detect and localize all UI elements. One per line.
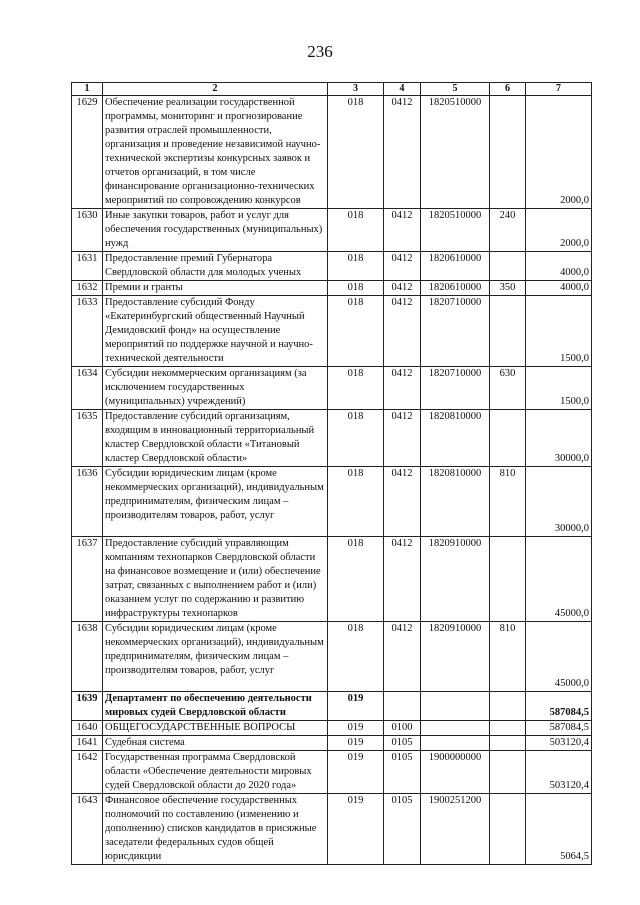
- header-row: [72, 83, 592, 96]
- row-amount: 4000,0: [526, 252, 592, 281]
- row-code-target: 1820510000: [421, 209, 490, 252]
- table-row: [72, 751, 592, 794]
- row-code-type: 810: [490, 467, 526, 537]
- row-amount: 1500,0: [526, 296, 592, 367]
- row-code-type: [490, 721, 526, 736]
- row-amount: 2000,0: [526, 96, 592, 209]
- row-number: 1639: [72, 692, 103, 721]
- row-code-section: 0105: [384, 736, 421, 751]
- row-code-section: 0412: [384, 367, 421, 410]
- row-code-admin: 018: [328, 367, 384, 410]
- row-amount: 45000,0: [526, 622, 592, 692]
- row-code-target: [421, 736, 490, 751]
- budget-table: [71, 82, 592, 865]
- table-row: [72, 209, 592, 252]
- row-number: 1642: [72, 751, 103, 794]
- row-amount: 30000,0: [526, 410, 592, 467]
- header-col-7: 7: [526, 83, 592, 96]
- header-col-3: 3: [328, 83, 384, 96]
- row-code-target: 1820510000: [421, 96, 490, 209]
- header-col-4: 4: [384, 83, 421, 96]
- row-number: 1630: [72, 209, 103, 252]
- row-code-admin: 018: [328, 281, 384, 296]
- row-number: 1637: [72, 537, 103, 622]
- table-row: [72, 367, 592, 410]
- row-name: Государственная программа Свердловской области «Обеспечение деятельности мировых судей Свердловской области до 2020 года»: [103, 751, 328, 794]
- row-code-target: [421, 721, 490, 736]
- header-col-1: 1: [72, 83, 103, 96]
- table-row: [72, 296, 592, 367]
- row-code-admin: 018: [328, 537, 384, 622]
- table-row: [72, 537, 592, 622]
- row-code-admin: 019: [328, 751, 384, 794]
- row-amount: 587084,5: [526, 721, 592, 736]
- row-number: 1631: [72, 252, 103, 281]
- row-code-section: 0105: [384, 751, 421, 794]
- row-name: Премии и гранты: [103, 281, 328, 296]
- row-name: Предоставление субсидий организациям, входящим в инновационный территориальный кластер Свердловской области «Титановый кластер Свердловской области»: [103, 410, 328, 467]
- table-body: [72, 96, 592, 865]
- row-name: Субсидии юридическим лицам (кроме некоммерческих организаций), индивидуальным предпринимателям, физическим лицам – производителям товаров, работ, услуг: [103, 622, 328, 692]
- row-code-section: 0412: [384, 281, 421, 296]
- row-code-type: [490, 794, 526, 865]
- row-number: 1632: [72, 281, 103, 296]
- row-code-type: [490, 751, 526, 794]
- row-amount: 2000,0: [526, 209, 592, 252]
- row-code-section: 0412: [384, 410, 421, 467]
- row-code-section: 0412: [384, 537, 421, 622]
- row-code-type: [490, 96, 526, 209]
- table-row: [72, 281, 592, 296]
- row-code-section: 0100: [384, 721, 421, 736]
- row-code-type: 810: [490, 622, 526, 692]
- table-row: [72, 622, 592, 692]
- row-code-admin: 018: [328, 622, 384, 692]
- table-row: [72, 467, 592, 537]
- row-code-type: 350: [490, 281, 526, 296]
- row-code-target: 1900251200: [421, 794, 490, 865]
- row-code-admin: 018: [328, 96, 384, 209]
- table-row: [72, 721, 592, 736]
- row-code-type: 630: [490, 367, 526, 410]
- table-row: [72, 410, 592, 467]
- row-code-admin: 019: [328, 692, 384, 721]
- row-number: 1634: [72, 367, 103, 410]
- row-code-admin: 018: [328, 209, 384, 252]
- row-code-admin: 019: [328, 721, 384, 736]
- table-row: [72, 794, 592, 865]
- row-code-type: [490, 692, 526, 721]
- row-code-admin: 018: [328, 296, 384, 367]
- row-number: 1629: [72, 96, 103, 209]
- row-code-target: [421, 692, 490, 721]
- row-code-section: 0412: [384, 622, 421, 692]
- row-code-type: [490, 296, 526, 367]
- row-amount: 1500,0: [526, 367, 592, 410]
- header-col-2: 2: [103, 83, 328, 96]
- row-code-type: [490, 410, 526, 467]
- row-name: Субсидии юридическим лицам (кроме некоммерческих организаций), индивидуальным предпринимателям, физическим лицам – производителям товаров, работ, услуг: [103, 467, 328, 537]
- row-code-target: 1820910000: [421, 622, 490, 692]
- row-name: Судебная система: [103, 736, 328, 751]
- row-code-section: [384, 692, 421, 721]
- row-name: Предоставление премий Губернатора Свердловской области для молодых ученых: [103, 252, 328, 281]
- row-code-section: 0412: [384, 467, 421, 537]
- row-number: 1635: [72, 410, 103, 467]
- row-code-type: [490, 252, 526, 281]
- row-amount: 45000,0: [526, 537, 592, 622]
- row-code-target: 1820610000: [421, 252, 490, 281]
- table-row: [72, 736, 592, 751]
- row-number: 1633: [72, 296, 103, 367]
- row-code-target: 1820810000: [421, 467, 490, 537]
- row-number: 1640: [72, 721, 103, 736]
- row-amount: 503120,4: [526, 751, 592, 794]
- row-code-section: 0412: [384, 296, 421, 367]
- page-number: 236: [307, 42, 333, 61]
- row-code-admin: 018: [328, 410, 384, 467]
- row-amount: 4000,0: [526, 281, 592, 296]
- row-code-section: 0412: [384, 96, 421, 209]
- row-code-section: 0412: [384, 209, 421, 252]
- header-col-6: 6: [490, 83, 526, 96]
- row-name: Иные закупки товаров, работ и услуг для обеспечения государственных (муниципальных) нужд: [103, 209, 328, 252]
- row-code-target: 1820710000: [421, 367, 490, 410]
- table-row: [72, 252, 592, 281]
- row-code-target: 1900000000: [421, 751, 490, 794]
- row-amount: 5064,5: [526, 794, 592, 865]
- row-amount: 30000,0: [526, 467, 592, 537]
- row-code-admin: 018: [328, 252, 384, 281]
- header-col-5: 5: [421, 83, 490, 96]
- row-code-target: 1820910000: [421, 537, 490, 622]
- row-amount: 587084,5: [526, 692, 592, 721]
- row-name: Субсидии некоммерческим организациям (за исключением государственных (муниципальных) учреждений): [103, 367, 328, 410]
- row-code-admin: 018: [328, 467, 384, 537]
- row-number: 1641: [72, 736, 103, 751]
- row-code-section: 0412: [384, 252, 421, 281]
- row-number: 1636: [72, 467, 103, 537]
- row-name: Департамент по обеспечению деятельности мировых судей Свердловской области: [103, 692, 328, 721]
- row-number: 1638: [72, 622, 103, 692]
- row-number: 1643: [72, 794, 103, 865]
- table-row: [72, 692, 592, 721]
- row-code-type: [490, 736, 526, 751]
- row-code-admin: 019: [328, 794, 384, 865]
- row-name: Предоставление субсидий управляющим компаниям технопарков Свердловской области на финансовое возмещение и (или) обеспечение затрат, связанных с выполнением работ и (или) оказанием услуг по содержанию и развитию инфраструктуры технопарков: [103, 537, 328, 622]
- table-row: [72, 96, 592, 209]
- row-name: Предоставление субсидий Фонду «Екатеринбургский общественный Научный Демидовский фонд» на осуществление мероприятий по поддержке научной и научно-технической деятельности: [103, 296, 328, 367]
- row-code-target: 1820810000: [421, 410, 490, 467]
- row-name: Финансовое обеспечение государственных полномочий по составлению (изменению и дополнению) списков кандидатов в присяжные заседатели федеральных судов общей юрисдикции: [103, 794, 328, 865]
- row-amount: 503120,4: [526, 736, 592, 751]
- row-code-target: 1820710000: [421, 296, 490, 367]
- row-code-section: 0105: [384, 794, 421, 865]
- row-code-admin: 019: [328, 736, 384, 751]
- row-code-type: 240: [490, 209, 526, 252]
- row-code-target: 1820610000: [421, 281, 490, 296]
- row-name: ОБЩЕГОСУДАРСТВЕННЫЕ ВОПРОСЫ: [103, 721, 328, 736]
- row-code-type: [490, 537, 526, 622]
- row-name: Обеспечение реализации государственной программы, мониторинг и прогнозирование развития отраслей промышленности, организация и проведение независимой научно-технической экспертизы конкурсных заявок и отчетов организаций, в том числе финансирование организационно-технических мероприятий по сопровождению конкурсов: [103, 96, 328, 209]
